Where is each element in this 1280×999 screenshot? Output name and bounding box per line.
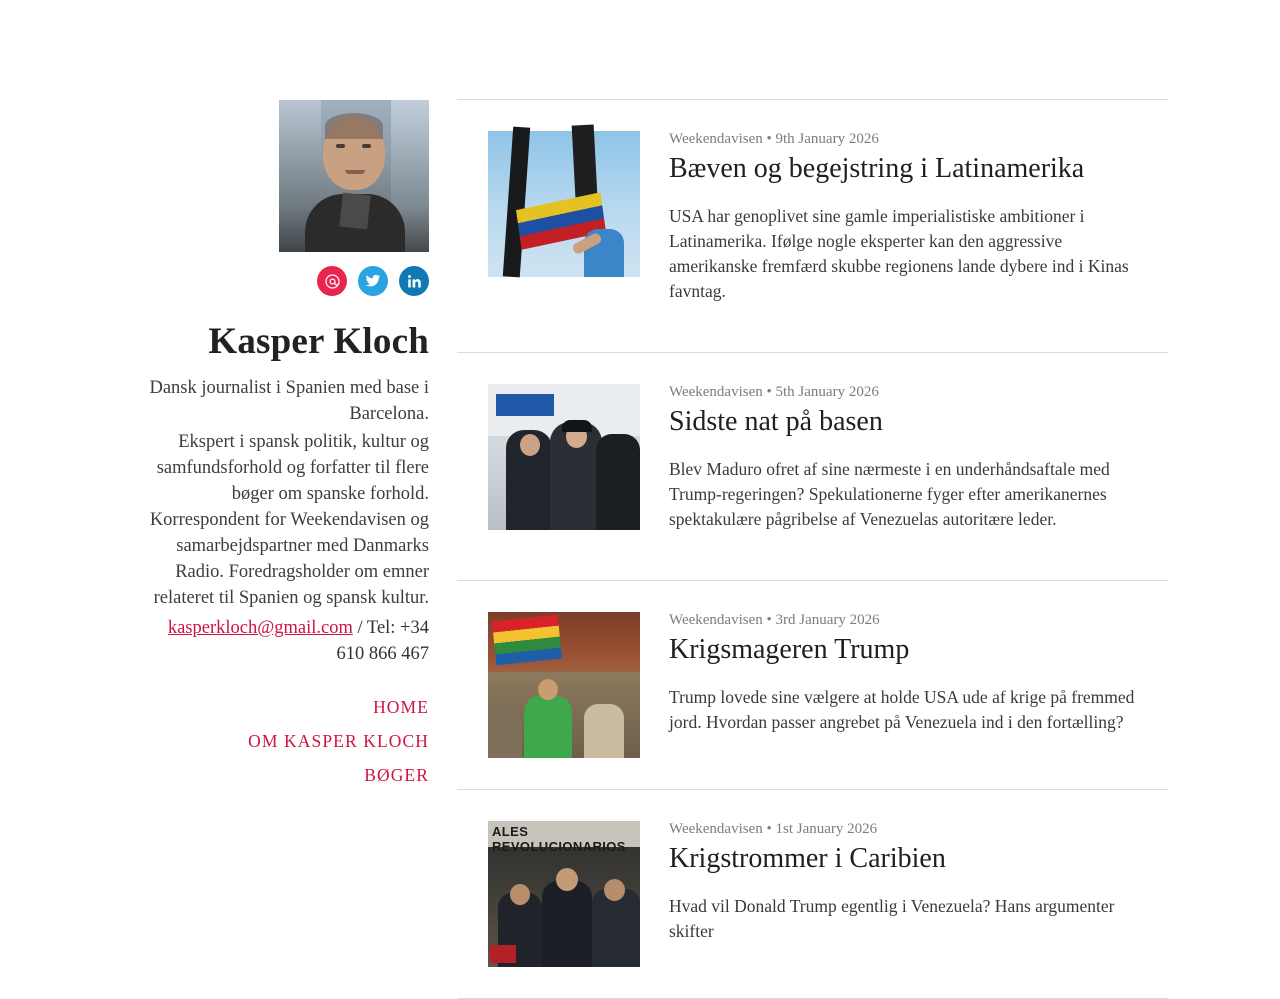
portrait-collar: [339, 193, 370, 230]
article-title[interactable]: Sidste nat på basen: [669, 406, 883, 437]
article-source: Weekendavisen: [669, 384, 763, 400]
article-body: [669, 384, 1139, 549]
bio: [139, 375, 429, 613]
article-date: 9th January 2026: [775, 131, 879, 147]
thumb-face-2: [556, 868, 578, 891]
article-meta: [669, 821, 1139, 838]
meta-separator: •: [766, 384, 772, 400]
portrait-mouth: [345, 170, 365, 174]
article-title[interactable]: Bæven og begejstring i Latinamerika: [669, 153, 1085, 184]
email-link[interactable]: kasperkloch@gmail.com: [167, 617, 353, 638]
thumb-figure-2: [542, 881, 592, 967]
article-thumbnail[interactable]: [488, 821, 640, 967]
sidebar: [0, 0, 429, 800]
article-date: 5th January 2026: [775, 384, 879, 400]
thumb-red-placard: [490, 945, 516, 963]
article-item[interactable]: [457, 581, 1168, 790]
article-source: Weekendavisen: [669, 821, 763, 837]
nav-item-om-kasper-kloch[interactable]: OM KASPER KLOCH: [248, 730, 429, 751]
article-date: 1st January 2026: [775, 821, 878, 837]
thumb-face-1: [520, 434, 540, 456]
article-body: [669, 821, 1139, 967]
social-links: [317, 266, 429, 296]
thumb-banner-text: ALES REVOLUCIONARIOS: [492, 824, 626, 854]
meta-separator: •: [766, 131, 772, 147]
meta-separator: •: [766, 821, 772, 837]
portrait-eye-right: [362, 144, 371, 148]
article-thumbnail[interactable]: [488, 384, 640, 530]
article-meta: [669, 131, 1139, 148]
thumb-figure-2: [584, 704, 624, 758]
thumb-flag: [492, 615, 562, 666]
article-title[interactable]: Krigsmageren Trump: [669, 634, 910, 665]
thumb-face-1: [510, 884, 530, 905]
article-list: [457, 99, 1168, 999]
article-thumbnail[interactable]: [488, 612, 640, 758]
article-title[interactable]: Krigstrommer i Caribien: [669, 843, 946, 874]
thumb-banner: [488, 821, 640, 854]
sidebar-nav: [248, 697, 429, 786]
thumb-face-1: [538, 679, 558, 700]
article-excerpt: Blev Maduro ofret af sine nærmeste i en underhåndsaftale med Trump-regeringen? Spekulationerne fyger efter amerikanernes spektakulære pågribelse af Venezuelas autoritære leder.: [669, 458, 1110, 529]
article-thumbnail[interactable]: [488, 131, 640, 277]
article-meta: [669, 384, 1139, 401]
article-source: Weekendavisen: [669, 612, 763, 628]
thumb-figure-3: [488, 710, 522, 758]
contact-info: [139, 615, 429, 667]
nav-item-home[interactable]: HOME: [373, 696, 429, 717]
portrait-eye-left: [336, 144, 345, 148]
article-body: [669, 612, 1139, 758]
phone-text: / Tel: +34 610 866 467: [336, 617, 429, 664]
article-body: [669, 131, 1139, 321]
article-excerpt: Trump lovede sine vælgere at holde USA ude af krige på fremmed jord. Hvordan passer angrebet på Venezuela ind i den fortælling?: [669, 686, 1135, 732]
article-item[interactable]: [457, 353, 1168, 581]
article-source: Weekendavisen: [669, 131, 763, 147]
article-item[interactable]: [457, 790, 1168, 999]
thumb-cap: [562, 420, 592, 432]
linkedin-icon[interactable]: [399, 266, 429, 296]
nav-item-boeger[interactable]: BØGER: [364, 764, 429, 785]
main-content: [429, 0, 1280, 941]
meta-separator: •: [766, 612, 772, 628]
avatar: [279, 100, 429, 252]
thumb-figure-3: [596, 434, 640, 530]
portrait-hair: [325, 113, 383, 139]
thumb-sign: [496, 394, 554, 416]
thumb-face-3: [604, 879, 625, 901]
bio-line-2: Ekspert i spansk politik, kultur og samfundsforhold og forfatter til flere bøger om spanske forhold. Korrespondent for Weekendavisen og samarbejdspartner med Danmarks Radio. Foredragsholder om emner relateret til Spanien og spansk kultur.: [149, 431, 429, 608]
twitter-icon[interactable]: [358, 266, 388, 296]
bio-line-1: Dansk journalist i Spanien med base i Barcelona.: [149, 377, 429, 424]
article-date: 3rd January 2026: [775, 612, 880, 628]
article-item[interactable]: [457, 100, 1168, 353]
article-meta: [669, 612, 1139, 629]
thumb-figure-1: [524, 696, 572, 758]
email-icon[interactable]: [317, 266, 347, 296]
thumb-pole: [503, 127, 530, 278]
page-title: Kasper Kloch: [208, 321, 429, 362]
article-excerpt: USA har genoplivet sine gamle imperialistiske ambitioner i Latinamerika. Ifølge nogle eksperter kan den aggressive amerikanske fremfærd skubbe regionens lande dybere ind i Kinas favntag.: [669, 205, 1129, 301]
article-excerpt: Hvad vil Donald Trump egentlig i Venezuela? Hans argumenter skifter: [669, 895, 1115, 941]
